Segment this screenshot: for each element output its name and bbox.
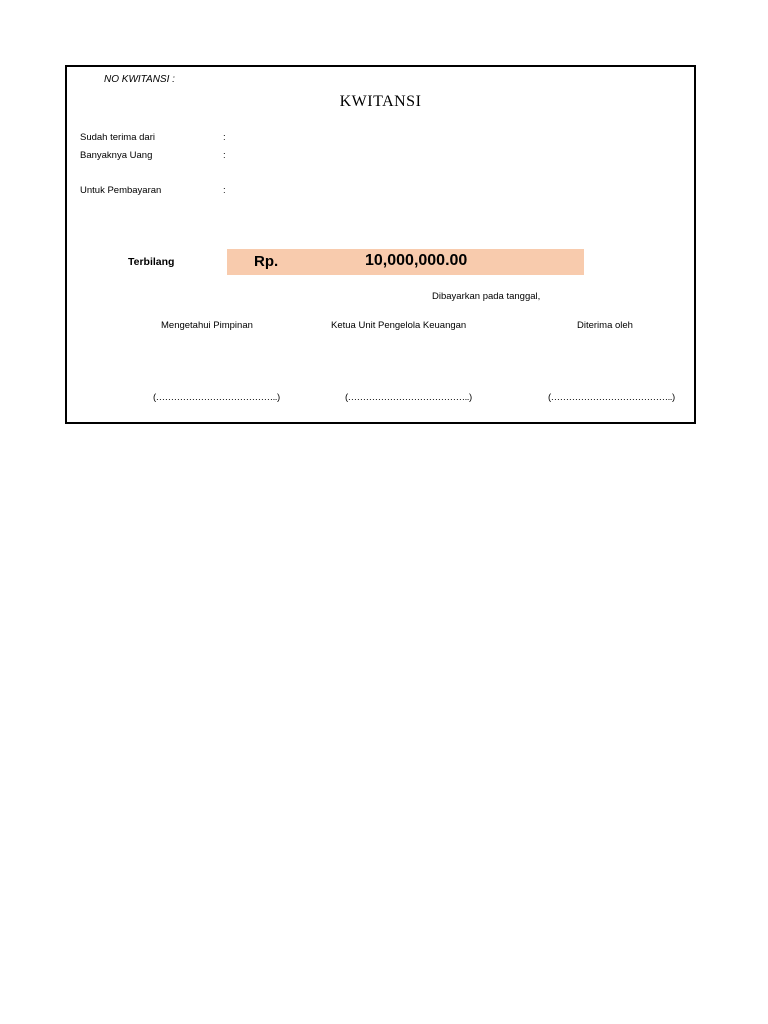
- receipt-title: KWITANSI: [339, 93, 422, 110]
- signatory-title-receiver: Diterima oleh: [577, 320, 633, 331]
- amount-value: 10,000,000.00: [365, 252, 468, 269]
- signature-line-leader: (…………………………………..): [153, 392, 280, 403]
- receipt-card: [65, 65, 696, 424]
- terbilang-label: Terbilang: [128, 256, 175, 268]
- field-colon: :: [223, 132, 226, 143]
- signatory-title-finance-head: Ketua Unit Pengelola Keuangan: [331, 320, 467, 331]
- signatory-title-leader: Mengetahui Pimpinan: [161, 320, 253, 331]
- amount-highlight-box: [227, 249, 584, 275]
- field-colon: :: [223, 150, 226, 161]
- field-label-received-from: Sudah terima dari: [80, 132, 155, 143]
- field-colon: :: [223, 185, 226, 196]
- paid-date-label: Dibayarkan pada tanggal,: [432, 291, 541, 302]
- currency-label: Rp.: [254, 253, 279, 270]
- signature-line-finance-head: (…………………………………..): [345, 392, 472, 403]
- field-label-payment-for: Untuk Pembayaran: [80, 185, 162, 196]
- receipt-number-label: NO KWITANSI :: [104, 74, 175, 85]
- field-label-amount-of-money: Banyaknya Uang: [80, 150, 153, 161]
- signature-line-receiver: (…………………………………..): [548, 392, 675, 403]
